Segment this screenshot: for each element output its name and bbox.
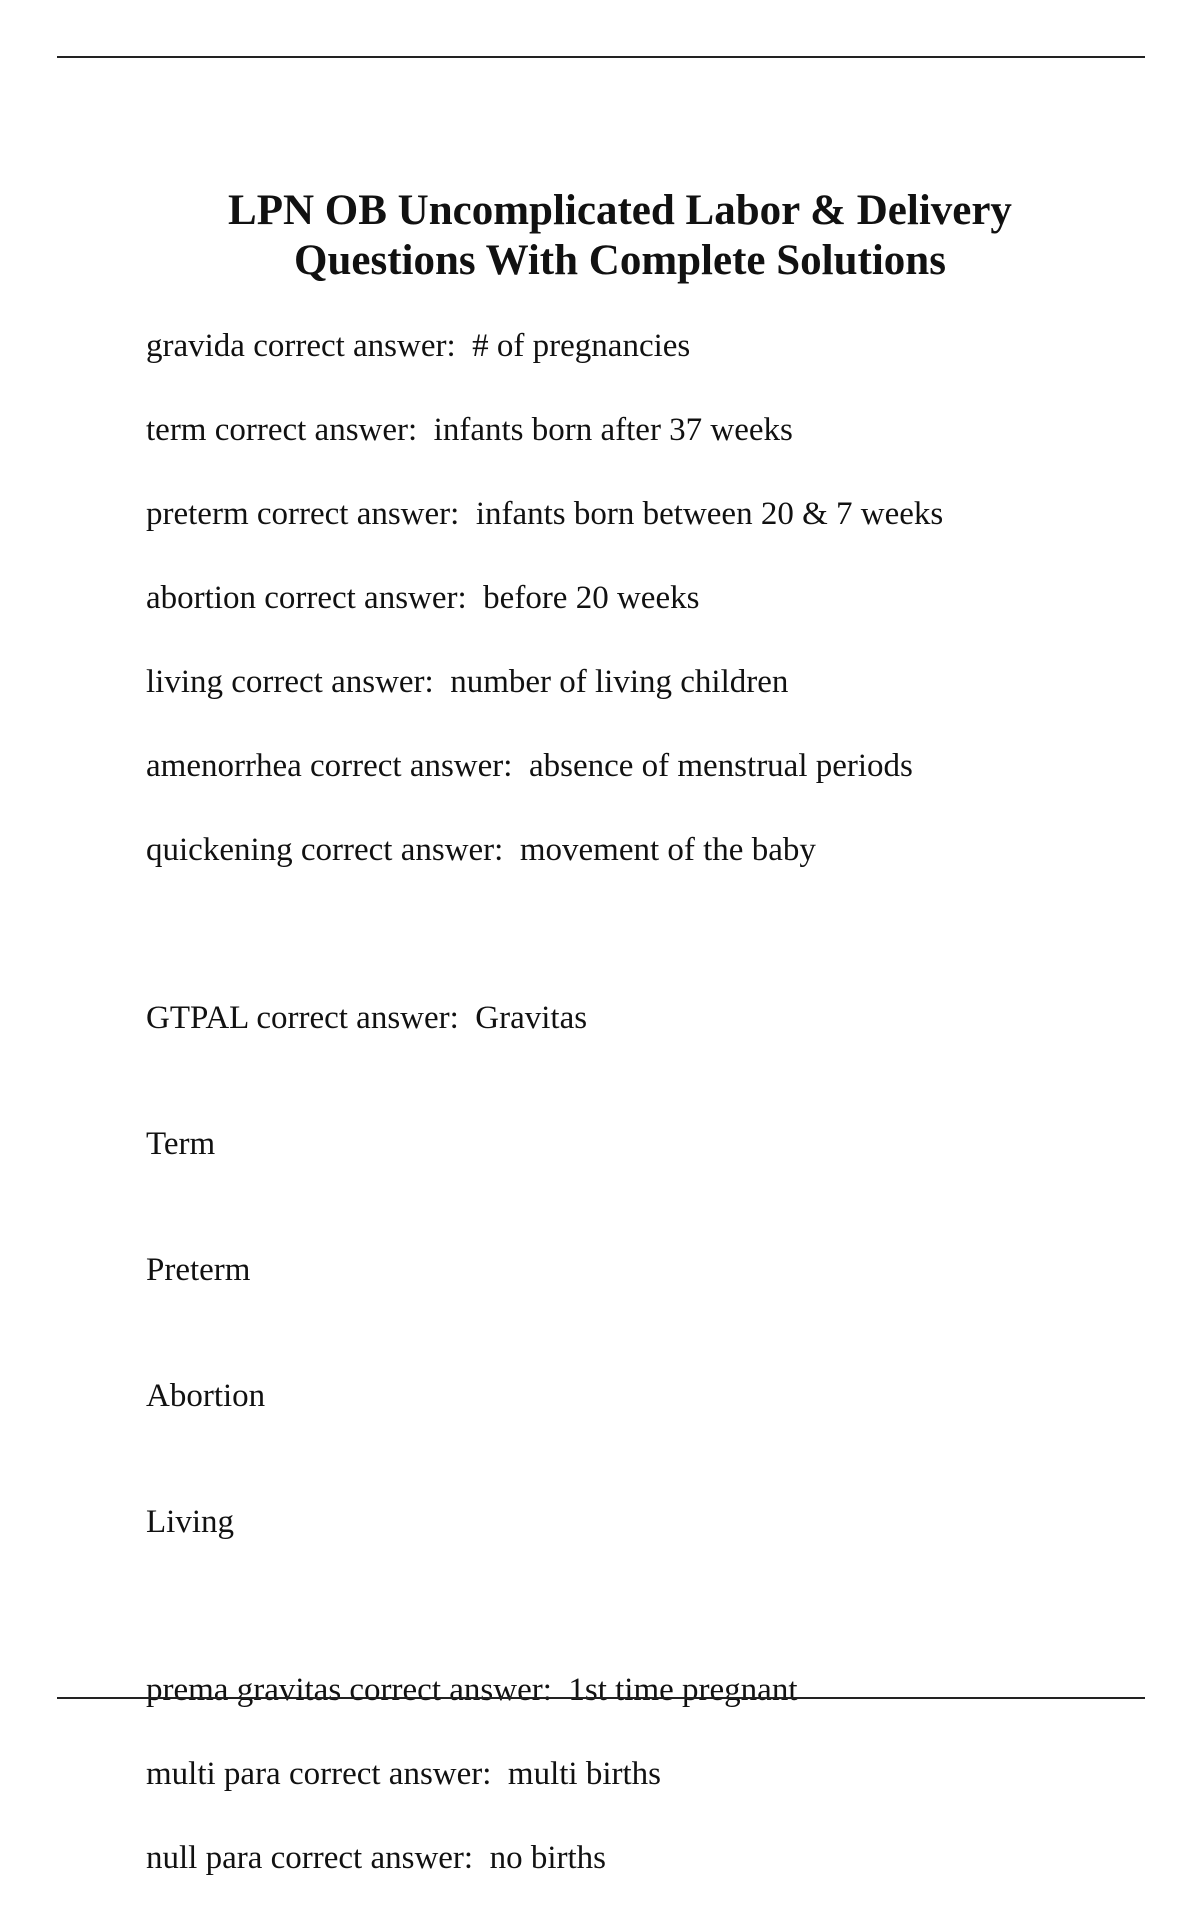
qa-item-preterm: preterm correct answer: infants born between 20 & 7 weeks — [146, 496, 944, 532]
gtpal-line-2: Term — [146, 1126, 216, 1162]
qa-item-gravida: gravida correct answer: # of pregnancies — [146, 328, 691, 364]
qa-item-gtpal — [146, 913, 1146, 1627]
qa-item-term: term correct answer: infants born after 37 weeks — [146, 412, 793, 448]
bottom-rule — [57, 1697, 1145, 1699]
qa-item-multi-para: multi para correct answer: multi births — [146, 1756, 662, 1792]
qa-item-null-para: null para correct answer: no births — [146, 1840, 607, 1876]
qa-item-living: living correct answer: number of living children — [146, 664, 789, 700]
qa-item-amenorrhea: amenorrhea correct answer: absence of menstrual periods — [146, 748, 913, 784]
gtpal-line-3: Preterm — [146, 1252, 251, 1288]
qa-list — [146, 325, 1146, 1921]
top-rule — [57, 56, 1145, 58]
title-line-1: LPN OB Uncomplicated Labor & Delivery — [228, 187, 1012, 234]
gtpal-line-1: GTPAL correct answer: Gravitas — [146, 1000, 588, 1036]
document-title — [0, 186, 1200, 286]
gtpal-line-4: Abortion — [146, 1378, 266, 1414]
gtpal-line-5: Living — [146, 1504, 234, 1540]
qa-item-abortion: abortion correct answer: before 20 weeks — [146, 580, 700, 616]
qa-item-prema-gravitas: prema gravitas correct answer: 1st time pregnant — [146, 1672, 798, 1708]
title-line-2: Questions With Complete Solutions — [294, 237, 946, 284]
qa-item-quickening: quickening correct answer: movement of the baby — [146, 832, 816, 868]
